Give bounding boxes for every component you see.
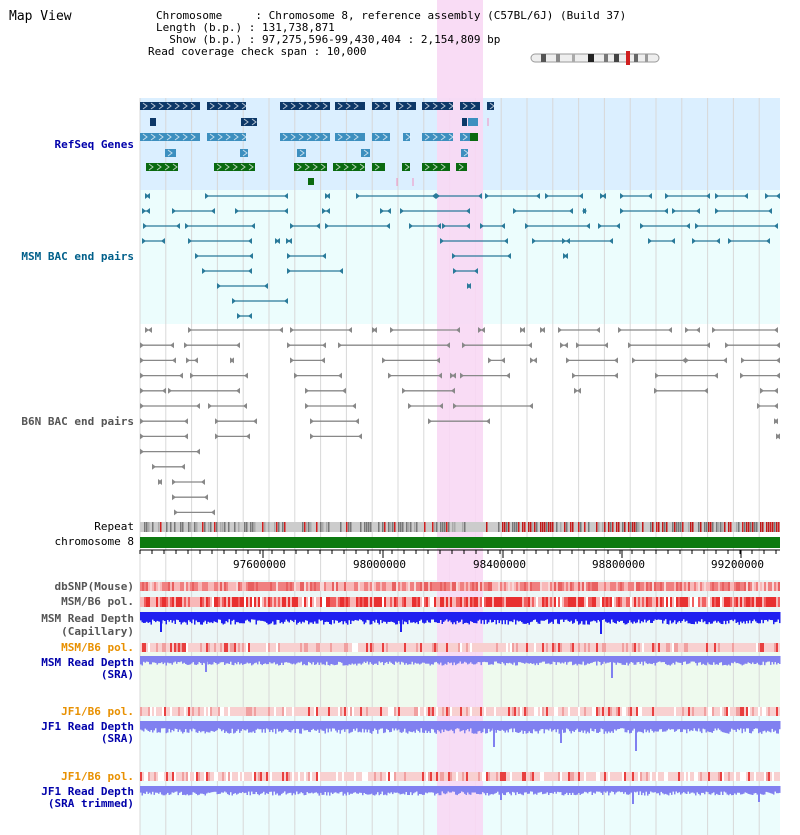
repeat-track (140, 522, 780, 532)
region-info (148, 10, 626, 58)
jf1-pol-heat-track-2 (140, 772, 780, 781)
page-title: Map View (9, 9, 72, 24)
chromosome-track-label: chromosome 8 (54, 535, 134, 548)
b6n-bac-track-label[interactable]: B6N BAC end pairs (21, 415, 134, 428)
msm-depth-sra-label-2: (SRA) (100, 668, 134, 681)
jf1-pol-track-label-1: JF1/B6 pol. (61, 705, 134, 718)
jf1-pol-heat-track-1 (140, 707, 780, 716)
dbsnp-heat-track (140, 582, 780, 591)
chromosome-info: Chromosome : Chromosome 8, reference assembly (C57BL/6J) (Build 37) (156, 9, 627, 22)
coverage-span-info: Read coverage check span : 10,000 (148, 45, 367, 58)
axis-tick-label: 98800000 (592, 558, 645, 571)
axis-tick-label: 98400000 (473, 558, 526, 571)
length-info: Length (b.p.) : 131,738,871 (156, 21, 335, 34)
jf1-depth-sra-label-1: JF1 Read Depth (41, 720, 134, 733)
refseq-track-label[interactable]: RefSeq Genes (54, 138, 134, 151)
msm-pol-heat-track-1 (140, 597, 780, 607)
ideogram-position-marker (626, 51, 630, 65)
chromosome-bar (140, 537, 780, 548)
axis-tick-label: 97600000 (233, 558, 286, 571)
jf1-pol-track-label-2: JF1/B6 pol. (61, 770, 134, 783)
repeat-track-label: Repeat (94, 520, 134, 533)
axis-tick-label: 99200000 (711, 558, 764, 571)
msm-depth-capillary-label-2: (Capillary) (61, 625, 134, 638)
msm-pol-heat-track-2 (140, 643, 780, 652)
jf1-depth-trimmed-label-2: (SRA trimmed) (47, 797, 134, 810)
jf1-depth-trimmed-label-1: JF1 Read Depth (41, 785, 134, 798)
dbsnp-track-label: dbSNP(Mouse) (54, 580, 134, 593)
axis-tick-label: 98000000 (353, 558, 406, 571)
msm-depth-sra-label-1: MSM Read Depth (41, 656, 134, 669)
msm-depth-capillary-label-1: MSM Read Depth (41, 612, 134, 625)
show-range-info: Show (b.p.) : 97,275,596-99,430,404 : 2,154,809 bp (156, 33, 501, 46)
msm-pol-track-label-2: MSM/B6 pol. (61, 641, 134, 654)
msm-pol-track-label-1: MSM/B6 pol. (61, 595, 134, 608)
jf1-depth-sra-label-2: (SRA) (100, 732, 134, 745)
msm-bac-track-label[interactable]: MSM BAC end pairs (21, 250, 134, 263)
